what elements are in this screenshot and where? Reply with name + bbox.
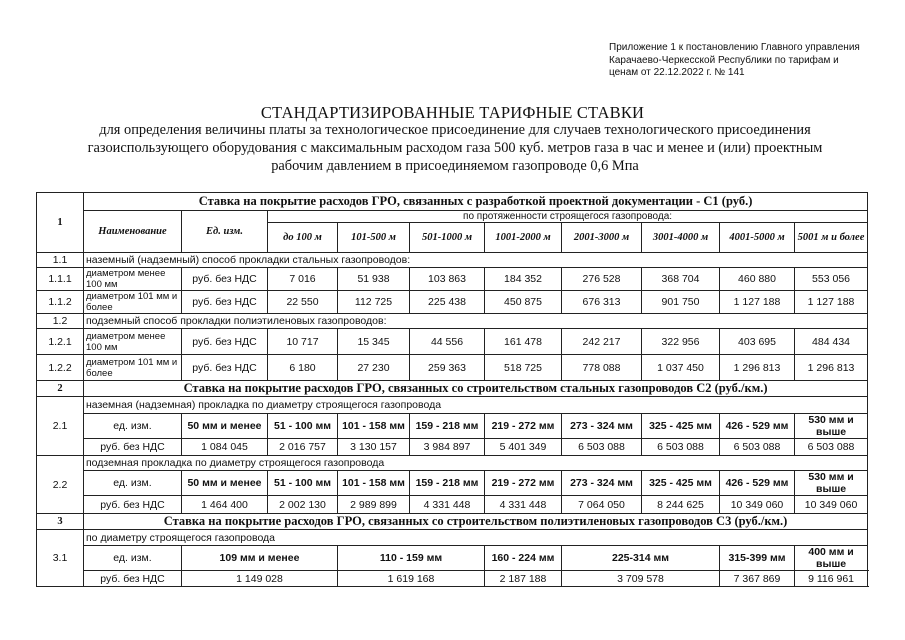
length-header: 501-1000 м: [410, 223, 485, 253]
diameter-header: 325 - 425 мм: [642, 471, 720, 496]
row-number: 1.1.1: [37, 268, 84, 291]
length-header: 1001-2000 м: [485, 223, 562, 253]
row-number: 1.2.1: [37, 329, 84, 355]
subtitle-line: газоиспользующего оборудования с максимальным расходом газа 500 куб. метров газа в час и менее и (или) проектным: [87, 140, 823, 156]
col-name-header: Наименование: [84, 211, 182, 253]
diameter-header: 400 мм и выше: [795, 546, 868, 571]
value-cell: 1 127 188: [720, 291, 795, 314]
row-name: диаметром 101 мм и более: [84, 291, 182, 314]
value-cell: 10 717: [268, 329, 338, 355]
group-label: подземный способ прокладки полиэтиленовых газопроводов:: [84, 314, 868, 329]
diameter-header: 273 - 324 мм: [562, 471, 642, 496]
value-cell: 44 556: [410, 329, 485, 355]
value-cell: 322 956: [642, 329, 720, 355]
value-cell: 3 709 578: [562, 571, 720, 587]
subtitle-line: рабочим давлением в присоединяемом газопроводе 0,6 Мпа: [271, 158, 639, 174]
value-cell: 112 725: [338, 291, 410, 314]
value-cell: 9 116 961: [795, 571, 868, 587]
value-cell: 15 345: [338, 329, 410, 355]
value-cell: 6 503 088: [642, 439, 720, 456]
diameter-header: 219 - 272 мм: [485, 414, 562, 439]
col-unit-header: Ед. изм.: [182, 211, 268, 253]
row-number: 3.1: [37, 530, 84, 587]
row-number: 1.2.2: [37, 355, 84, 381]
section1-title: Ставка на покрытие расходов ГРО, связанных с разработкой проектной документации - С1 (руб.): [84, 193, 868, 211]
value-cell: 6 503 088: [562, 439, 642, 456]
row-number: 1.1.2: [37, 291, 84, 314]
value-cell: 403 695: [720, 329, 795, 355]
diameter-header: 426 - 529 мм: [720, 414, 795, 439]
length-caption: по протяженности строящегося газопровода:: [268, 211, 868, 223]
value-cell: 27 230: [338, 355, 410, 381]
diameter-header: 50 мм и менее: [182, 414, 268, 439]
value-cell: 6 180: [268, 355, 338, 381]
appendix-note: [609, 42, 871, 80]
value-cell: 4 331 448: [410, 496, 485, 514]
value-cell: 518 725: [485, 355, 562, 381]
value-cell: 161 478: [485, 329, 562, 355]
value-cell: 484 434: [795, 329, 868, 355]
value-cell: 460 880: [720, 268, 795, 291]
value-cell: 1 464 400: [182, 496, 268, 514]
value-cell: 450 875: [485, 291, 562, 314]
block-label: подземная прокладка по диаметру строящегося газопровода: [84, 456, 868, 471]
length-header: до 100 м: [268, 223, 338, 253]
row-unit: руб. без НДС: [182, 355, 268, 381]
value-cell: 901 750: [642, 291, 720, 314]
value-cell: 553 056: [795, 268, 868, 291]
row-name: диаметром 101 мм и более: [84, 355, 182, 381]
value-unit: руб. без НДС: [84, 496, 182, 514]
diameter-header: 225-314 мм: [562, 546, 720, 571]
value-cell: 22 550: [268, 291, 338, 314]
document-title: СТАНДАРТИЗИРОВАННЫЕ ТАРИФНЫЕ СТАВКИ: [260, 103, 645, 122]
section3-title: Ставка на покрытие расходов ГРО, связанных со строительством полиэтиленовых газопроводов С3 (руб./км.): [84, 514, 868, 530]
diameter-header: 159 - 218 мм: [410, 414, 485, 439]
diameter-header: 530 мм и выше: [795, 414, 868, 439]
value-cell: 225 438: [410, 291, 485, 314]
value-cell: 6 503 088: [795, 439, 868, 456]
value-cell: 10 349 060: [720, 496, 795, 514]
tariff-table: [36, 192, 868, 587]
value-cell: 368 704: [642, 268, 720, 291]
unit-label: ед. изм.: [84, 471, 182, 496]
value-cell: 1 296 813: [795, 355, 868, 381]
diameter-header: 109 мм и менее: [182, 546, 338, 571]
row-unit: руб. без НДС: [182, 329, 268, 355]
diameter-header: 530 мм и выше: [795, 471, 868, 496]
block-label: наземная (надземная) прокладка по диаметру строящегося газопровода: [84, 397, 868, 414]
value-cell: 184 352: [485, 268, 562, 291]
value-cell: 2 989 899: [338, 496, 410, 514]
value-cell: 676 313: [562, 291, 642, 314]
diameter-header: 101 - 158 мм: [338, 414, 410, 439]
length-header: 4001-5000 м: [720, 223, 795, 253]
value-cell: 778 088: [562, 355, 642, 381]
appendix-line: ценам от 22.12.2022 г. № 141: [609, 67, 745, 78]
diameter-header: 426 - 529 мм: [720, 471, 795, 496]
diameter-header: 51 - 100 мм: [268, 414, 338, 439]
value-cell: 3 984 897: [410, 439, 485, 456]
value-cell: 1 149 028: [182, 571, 338, 587]
diameter-header: 110 - 159 мм: [338, 546, 485, 571]
value-cell: 1 127 188: [795, 291, 868, 314]
value-cell: 1 084 045: [182, 439, 268, 456]
section-number: 3: [37, 514, 84, 530]
appendix-line: Карачаево-Черкесской Республики по тарифам и: [609, 54, 839, 66]
value-cell: 51 938: [338, 268, 410, 291]
diameter-header: 159 - 218 мм: [410, 471, 485, 496]
value-cell: 4 331 448: [485, 496, 562, 514]
unit-label: ед. изм.: [84, 414, 182, 439]
value-cell: 2 187 188: [485, 571, 562, 587]
diameter-header: 325 - 425 мм: [642, 414, 720, 439]
appendix-line: Приложение 1 к постановлению Главного управления: [609, 42, 860, 53]
unit-label: ед. изм.: [84, 546, 182, 571]
row-number: 1.1: [37, 253, 84, 268]
block-label: по диаметру строящегося газопровода: [84, 530, 868, 546]
value-cell: 7 016: [268, 268, 338, 291]
length-header: 3001-4000 м: [642, 223, 720, 253]
subtitle-line: для определения величины платы за технологическое присоединение для случаев технологического присоединения: [99, 122, 811, 138]
diameter-header: 50 мм и менее: [182, 471, 268, 496]
value-unit: руб. без НДС: [84, 439, 182, 456]
value-cell: 242 217: [562, 329, 642, 355]
length-header: 101-500 м: [338, 223, 410, 253]
document-subtitle: [30, 121, 880, 175]
row-name: диаметром менее 100 мм: [84, 329, 182, 355]
diameter-header: 219 - 272 мм: [485, 471, 562, 496]
value-cell: 7 367 869: [720, 571, 795, 587]
row-number: 2.1: [37, 397, 84, 456]
value-cell: 10 349 060: [795, 496, 868, 514]
value-cell: 1 619 168: [338, 571, 485, 587]
corner-cell: 1: [37, 193, 84, 253]
value-unit: руб. без НДС: [84, 571, 182, 587]
section2-title: Ставка на покрытие расходов ГРО, связанных со строительством стальных газопроводов С2 (руб./км.): [84, 381, 868, 397]
value-cell: 2 002 130: [268, 496, 338, 514]
diameter-header: 315-399 мм: [720, 546, 795, 571]
value-cell: 1 037 450: [642, 355, 720, 381]
row-unit: руб. без НДС: [182, 291, 268, 314]
section-number: 2: [37, 381, 84, 397]
value-cell: 7 064 050: [562, 496, 642, 514]
row-number: 2.2: [37, 456, 84, 514]
row-name: диаметром менее 100 мм: [84, 268, 182, 291]
group-label: наземный (надземный) способ прокладки стальных газопроводов:: [84, 253, 868, 268]
diameter-header: 160 - 224 мм: [485, 546, 562, 571]
value-cell: 276 528: [562, 268, 642, 291]
value-cell: 6 503 088: [720, 439, 795, 456]
value-cell: 1 296 813: [720, 355, 795, 381]
value-cell: 259 363: [410, 355, 485, 381]
row-unit: руб. без НДС: [182, 268, 268, 291]
value-cell: 103 863: [410, 268, 485, 291]
value-cell: 3 130 157: [338, 439, 410, 456]
diameter-header: 101 - 158 мм: [338, 471, 410, 496]
value-cell: 8 244 625: [642, 496, 720, 514]
diameter-header: 273 - 324 мм: [562, 414, 642, 439]
value-cell: 5 401 349: [485, 439, 562, 456]
value-cell: 2 016 757: [268, 439, 338, 456]
row-number: 1.2: [37, 314, 84, 329]
diameter-header: 51 - 100 мм: [268, 471, 338, 496]
length-header: 5001 м и более: [795, 223, 868, 253]
length-header: 2001-3000 м: [562, 223, 642, 253]
